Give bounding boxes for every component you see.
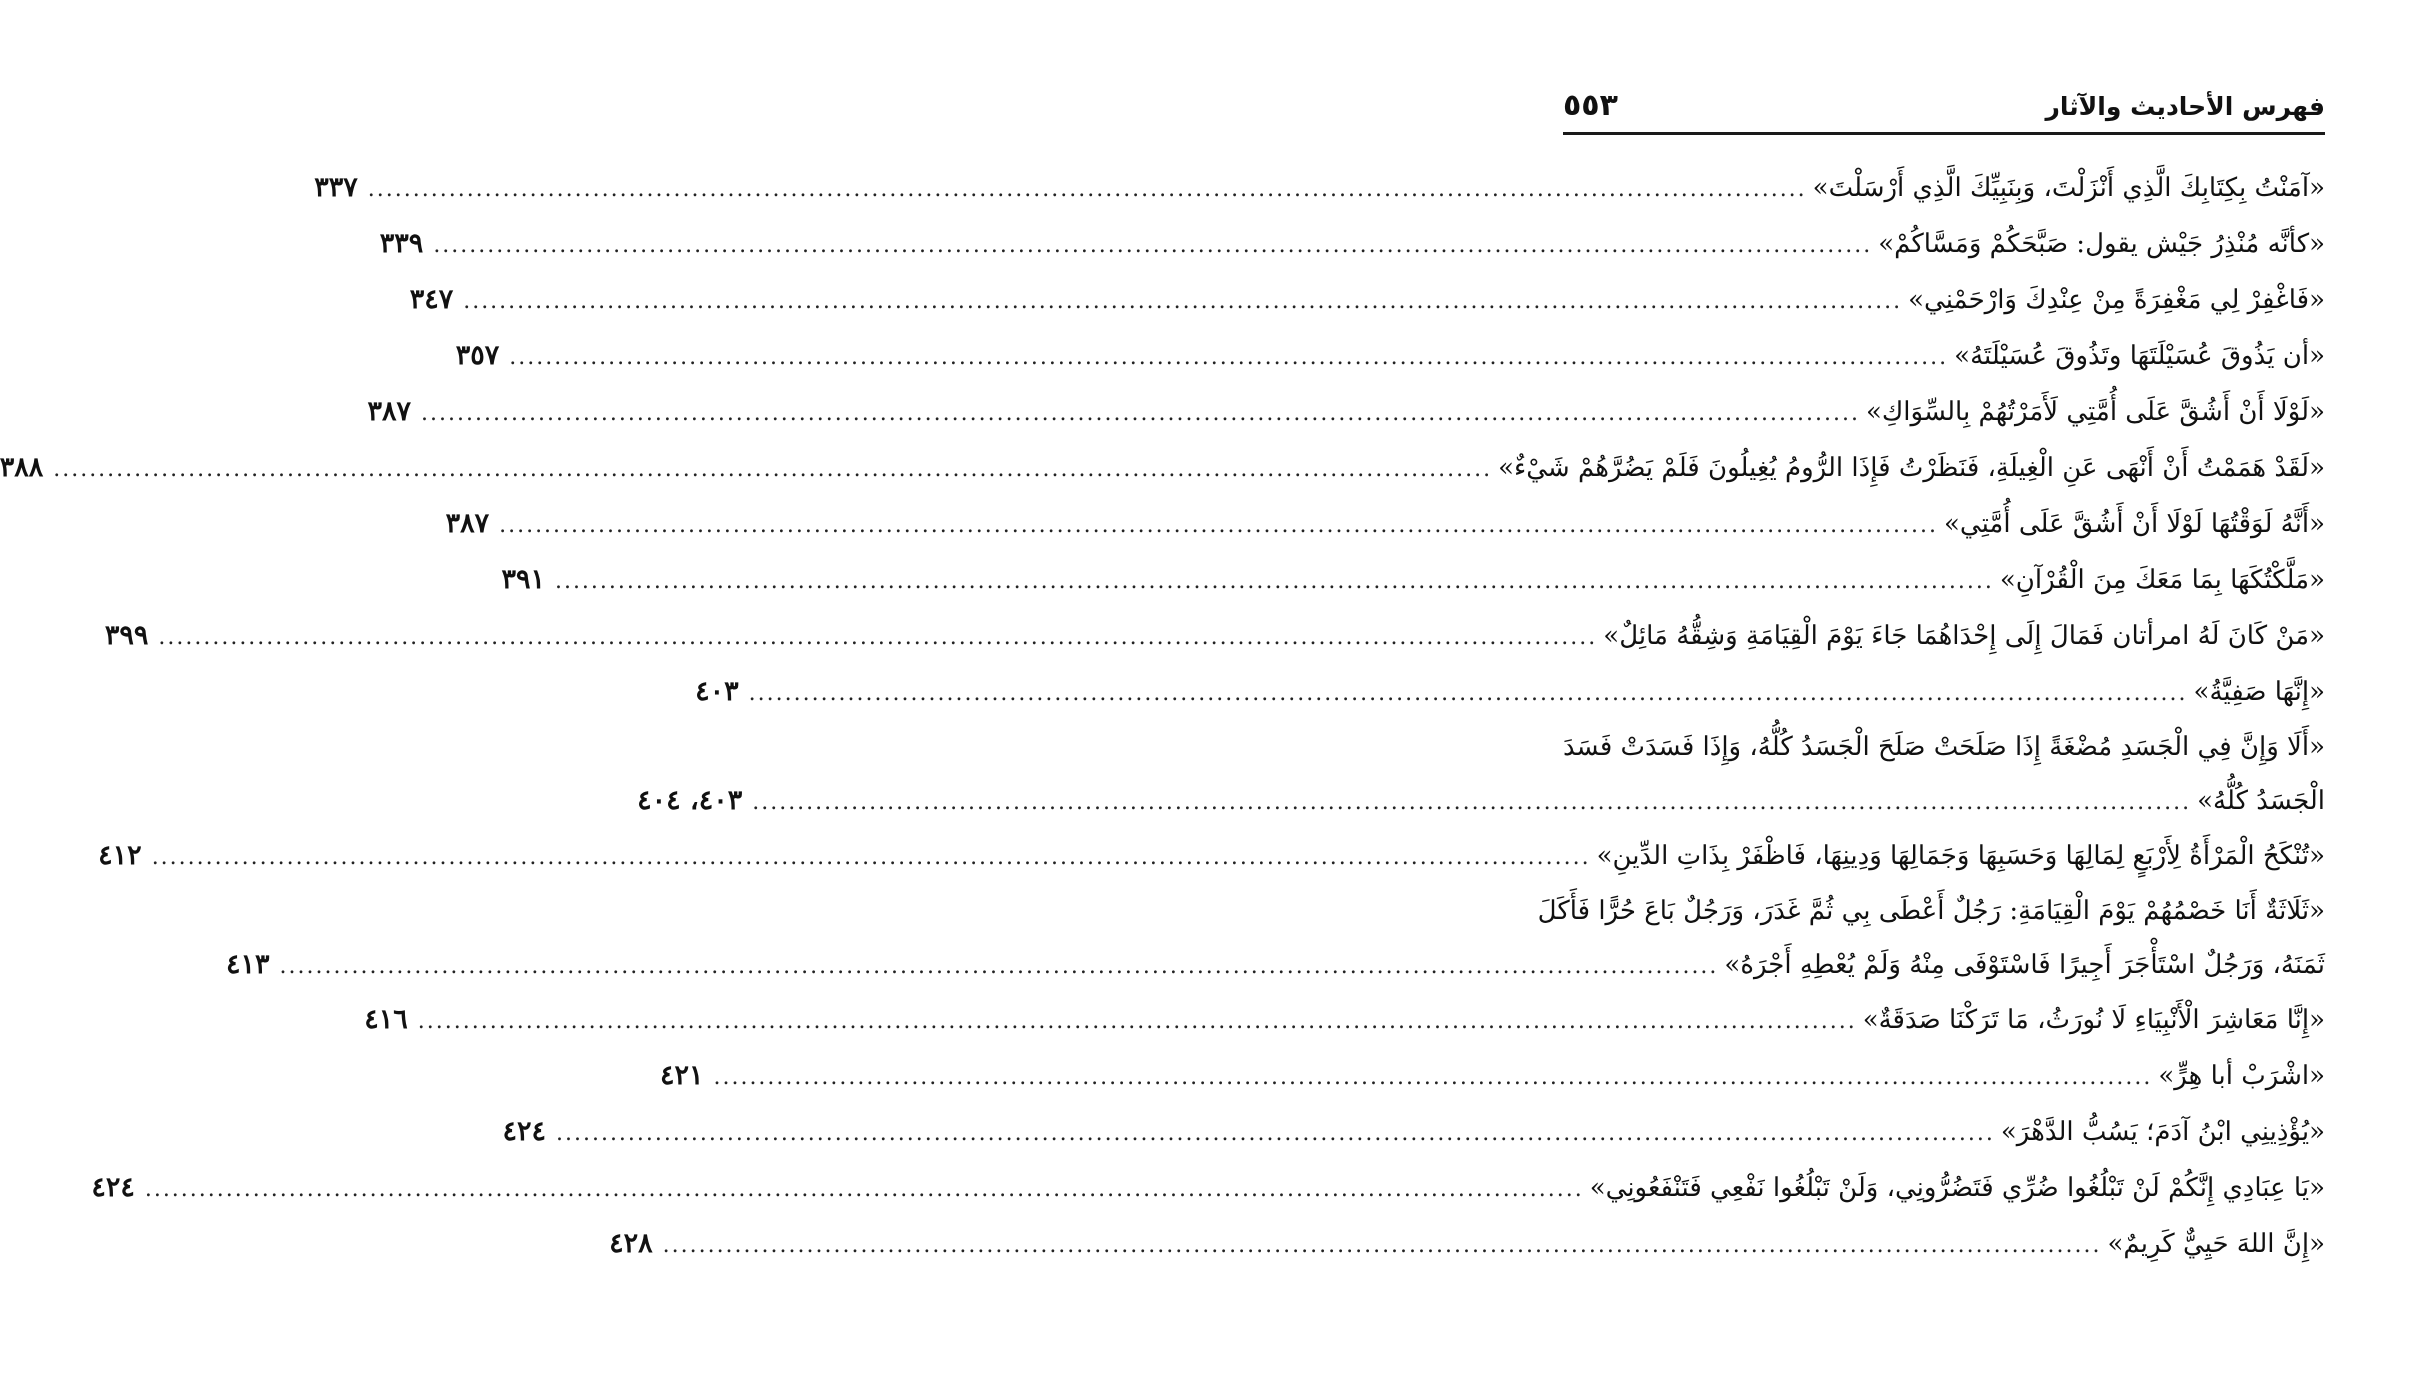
index-entry <box>502 1104 2325 1160</box>
entry-text: «تُنْكَحُ الْمَرْأَةُ لِأَرْبَعٍ لِمَالِهَا وَحَسَبِهَا وَجَمَالِهَا وَدِينِهَا، فَاظْفَرْ بِذَاتِ الدِّينِ» <box>1596 841 2325 871</box>
index-entry-multiline <box>226 884 2325 992</box>
leader-dots: ................................................................................................................................................................ <box>367 177 1807 202</box>
index-entry-multiline <box>637 720 2325 828</box>
entry-text: «آمَنْتُ بِكِتَابِكَ الَّذِي أَنْزَلْتَ، وَبِنَبِيِّكَ الَّذِي أَرْسَلْتَ» <box>1812 173 2325 203</box>
entry-page-ref: ٤٠٣ <box>695 676 739 707</box>
entry-line-first <box>1537 884 2325 938</box>
entry-text: «لَقَدْ هَمَمْتُ أَنْ أَنْهَى عَنِ الْغِيلَةِ، فَنَظَرْتُ فَإِذَا الرُّومُ يُغِيلُونَ فَلَمْ يَضُرَّهُمْ شَيْءٌ» <box>1498 453 2325 483</box>
leader-dots: ................................................................................................................................................................ <box>748 681 2188 706</box>
entry-page-ref: ٤٢٨ <box>609 1228 653 1259</box>
entry-page-ref: ٣٨٧ <box>445 508 490 539</box>
leader-dots: ................................................................................................................................................................ <box>158 625 1598 650</box>
entry-page-ref: ٤١٦ <box>364 1004 408 1035</box>
entry-page-ref: ٣٣٧ <box>314 172 358 203</box>
leader-dots: ................................................................................................................................................................ <box>421 401 1860 426</box>
index-entry <box>409 272 2325 328</box>
index-entry <box>695 664 2325 720</box>
entry-page-ref: ٤٢٤ <box>91 1172 135 1203</box>
entry-line-first <box>1563 720 2325 774</box>
leader-dots: ................................................................................................................................................................ <box>279 954 1719 979</box>
entry-text: «كأنَّه مُنْذِرُ جَيْش يقول: صَبَّحَكُمْ وَمَسَّاكُمْ» <box>1878 229 2325 259</box>
entry-page-ref: ٣٩٩ <box>104 620 149 651</box>
entry-text: الْجَسَدُ كُلُّهُ» <box>2197 786 2325 816</box>
entry-line-last <box>226 938 2325 992</box>
running-header <box>1563 88 2325 135</box>
entry-text: ثَمَنَهُ، وَرَجُلٌ اسْتَأْجَرَ أَجِيرًا فَاسْتَوْفَى مِنْهُ وَلَمْ يُعْطِهِ أَجْرَهُ» <box>1724 950 2325 980</box>
entry-page-ref: ٣٨٨ <box>0 452 44 483</box>
entry-page-ref: ٤٢٤ <box>502 1116 546 1147</box>
index-entry <box>98 828 2325 884</box>
index-entry <box>501 552 2325 608</box>
entry-page-ref: ٣٩١ <box>501 564 545 595</box>
leader-dots: ................................................................................................................................................................ <box>509 345 1949 370</box>
leader-dots: ................................................................................................................................................................ <box>752 790 2192 815</box>
leader-dots: ................................................................................................................................................................ <box>144 1177 1584 1202</box>
index-entry <box>364 992 2325 1048</box>
index-entry <box>104 608 2325 664</box>
index-entry <box>659 1048 2325 1104</box>
leader-dots: ................................................................................................................................................................ <box>554 569 1994 594</box>
index-entry <box>379 216 2325 272</box>
entry-text: «أن يَذُوقَ عُسَيْلَتَهَا وتَذُوقَ عُسَيْلَتَهُ» <box>1954 341 2325 371</box>
entry-text: «اشْرَبْ أبا هِرٍّ» <box>2158 1061 2325 1091</box>
entry-line-last <box>637 774 2325 828</box>
page-title: فهرس الأحاديث والآثار <box>2045 92 2325 121</box>
leader-dots: ................................................................................................................................................................ <box>417 1009 1857 1034</box>
leader-dots: ................................................................................................................................................................ <box>662 1233 2102 1258</box>
leader-dots: ................................................................................................................................................................ <box>433 233 1873 258</box>
entry-text: «فَاغْفِرْ لِي مَغْفِرَةً مِنْ عِنْدِكَ وَارْحَمْنِي» <box>1908 285 2325 315</box>
entry-page-ref: ٣٤٧ <box>409 284 454 315</box>
index-entry <box>91 1160 2325 1216</box>
entry-text: «ثَلَاثَةٌ أَنَا خَصْمُهُمْ يَوْمَ الْقِيَامَةِ: رَجُلٌ أَعْطَى بِي ثُمَّ غَدَرَ، وَرَجُلٌ بَاعَ حُرًّا فَأَكَلَ <box>1537 896 2325 926</box>
entry-page-ref: ٤٢١ <box>659 1060 704 1091</box>
entry-page-ref: ٤٠٣، ٤٠٤ <box>637 785 743 816</box>
entry-text: «أَنَّهُ لَوَقْتُهَا لَوْلَا أَنْ أَشُقَّ عَلَى أُمَّتِي» <box>1944 509 2325 539</box>
index-entry <box>455 328 2325 384</box>
index-entry <box>609 1216 2325 1272</box>
entry-text: «إِنَّ اللهَ حَيِيٌّ كَرِيمٌ» <box>2107 1229 2325 1259</box>
entry-text: «يُؤْذِينِي ابْنُ آدَمَ؛ يَسُبُّ الدَّهْرَ» <box>2000 1117 2325 1147</box>
entry-text: «يَا عِبَادِي إِنَّكُمْ لَنْ تَبْلُغُوا ضُرِّي فَتَضُرُّونِي، وَلَنْ تَبْلُغُوا نَفْعِي فَتَنْفَعُونِي» <box>1589 1173 2325 1203</box>
entry-text: «إِنَّا مَعَاشِرَ الْأَنْبِيَاءِ لَا نُورَثُ، مَا تَرَكْنَا صَدَقَةٌ» <box>1862 1005 2325 1035</box>
index-entry <box>367 384 2325 440</box>
leader-dots: ................................................................................................................................................................ <box>53 457 1493 482</box>
index-entry <box>0 440 2325 496</box>
entry-text: «مَلَّكْتُكَهَا بِمَا مَعَكَ مِنَ الْقُرْآنِ» <box>1999 565 2325 595</box>
index-entry <box>314 160 2325 216</box>
leader-dots: ................................................................................................................................................................ <box>151 845 1591 870</box>
entry-page-ref: ٣٥٧ <box>455 340 500 371</box>
leader-dots: ................................................................................................................................................................ <box>463 289 1903 314</box>
page-number: ٥٥٣ <box>1563 88 1618 123</box>
leader-dots: ................................................................................................................................................................ <box>555 1121 1995 1146</box>
leader-dots: ................................................................................................................................................................ <box>499 513 1938 538</box>
index-list <box>0 160 2325 1272</box>
entry-text: «لَوْلَا أَنْ أَشُقَّ عَلَى أُمَّتِي لَأَمَرْتُهُمْ بِالسِّوَاكِ» <box>1865 397 2325 427</box>
entry-text: «إِنَّهَا صَفِيَّةُ» <box>2193 677 2325 707</box>
entry-page-ref: ٤١٣ <box>226 949 270 980</box>
entry-text: «مَنْ كَانَ لَهُ امرأتان فَمَالَ إِلَى إِحْدَاهُمَا جَاءَ يَوْمَ الْقِيَامَةِ وَشِقُّهُ مَائِلٌ» <box>1603 621 2325 651</box>
leader-dots: ................................................................................................................................................................ <box>713 1065 2153 1090</box>
entry-page-ref: ٤١٢ <box>98 840 142 871</box>
entry-page-ref: ٣٣٩ <box>379 228 424 259</box>
index-entry <box>445 496 2325 552</box>
entry-text: «أَلَا وَإِنَّ فِي الْجَسَدِ مُضْغَةً إِذَا صَلَحَتْ صَلَحَ الْجَسَدُ كُلُّهُ، وَإِذَا فَسَدَتْ فَسَدَ <box>1562 732 2325 762</box>
entry-page-ref: ٣٨٧ <box>367 396 412 427</box>
